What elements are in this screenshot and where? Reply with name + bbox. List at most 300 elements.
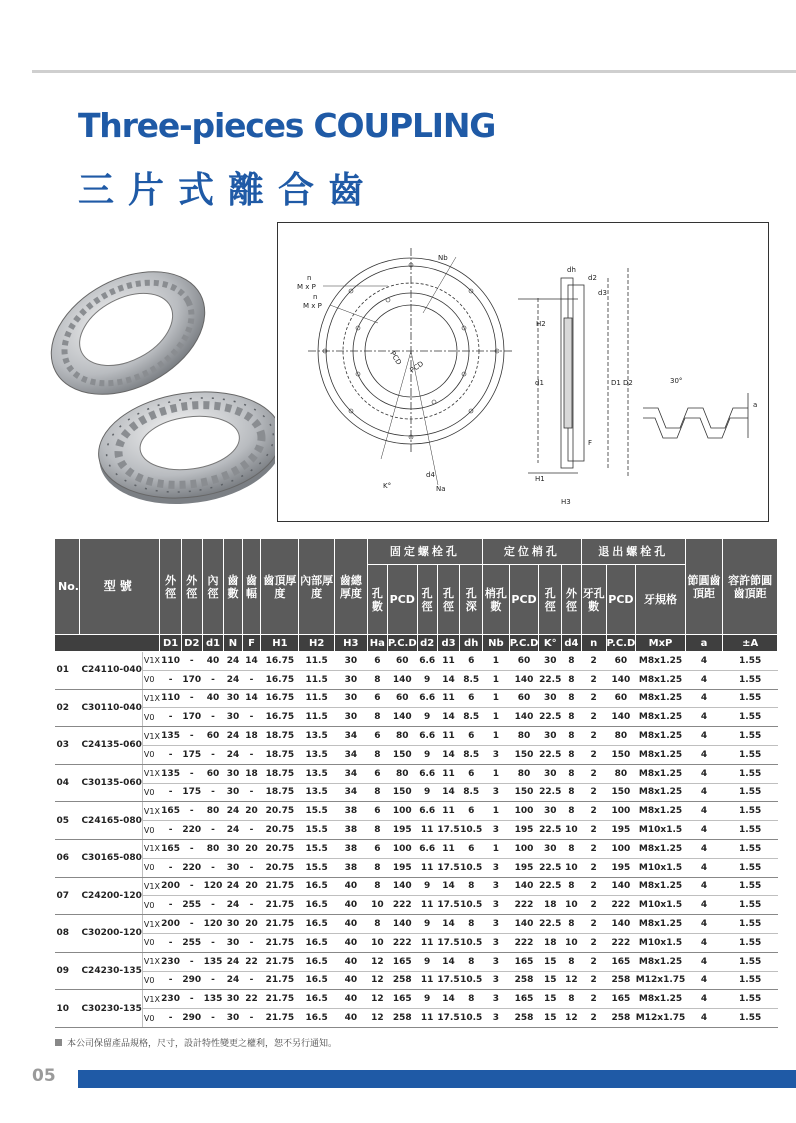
- spec-cell: 13.5: [299, 727, 334, 746]
- row-number: 07: [55, 877, 80, 915]
- spec-cell: 40: [334, 990, 367, 1009]
- variant-type: V1X: [142, 990, 160, 1009]
- spec-cell: 4: [685, 1009, 723, 1028]
- spec-cell: 8: [367, 670, 387, 689]
- spec-cell: 4: [685, 877, 723, 896]
- spec-cell: 3: [483, 990, 510, 1009]
- symbol-cell: d4: [562, 635, 582, 652]
- spec-cell: 15: [539, 971, 562, 990]
- spec-cell: 258: [509, 1009, 539, 1028]
- table-row: [55, 915, 778, 934]
- spec-cell: 1: [483, 802, 510, 821]
- spec-cell: 4: [685, 689, 723, 708]
- label-f: F: [588, 439, 593, 447]
- top-divider: [32, 70, 796, 73]
- col-no-header: No.: [55, 539, 80, 635]
- spec-cell: 8: [367, 783, 387, 802]
- spec-cell: 1.55: [723, 783, 778, 802]
- table-row: [55, 877, 778, 896]
- spec-cell: 4: [685, 971, 723, 990]
- spec-cell: 2: [581, 727, 606, 746]
- spec-cell: 3: [483, 783, 510, 802]
- spec-cell: 16.5: [299, 971, 334, 990]
- spec-cell: 100: [509, 839, 539, 858]
- spec-cell: -: [160, 783, 181, 802]
- spec-cell: 1.55: [723, 821, 778, 840]
- spec-cell: 21.75: [261, 933, 299, 952]
- spec-cell: 4: [685, 727, 723, 746]
- spec-cell: 8.5: [460, 745, 483, 764]
- spec-cell: 2: [581, 952, 606, 971]
- symbol-cell: d2: [417, 635, 437, 652]
- spec-cell: 18: [539, 933, 562, 952]
- spec-cell: 14: [437, 745, 460, 764]
- spec-cell: 2: [581, 670, 606, 689]
- spec-cell: 21.75: [261, 1009, 299, 1028]
- spec-cell: 60: [509, 689, 539, 708]
- symbol-cell: H1: [261, 635, 299, 652]
- spec-cell: 6: [460, 839, 483, 858]
- spec-cell: 17.5: [437, 971, 460, 990]
- spec-cell: 11: [437, 839, 460, 858]
- spec-cell: 140: [606, 877, 636, 896]
- spec-cell: 8: [367, 877, 387, 896]
- spec-cell: 140: [387, 877, 417, 896]
- spec-cell: -: [202, 896, 223, 915]
- symbol-cell: P.C.D: [606, 635, 636, 652]
- spec-cell: 6: [460, 689, 483, 708]
- spec-cell: 14: [437, 915, 460, 934]
- spec-cell: 230: [160, 952, 181, 971]
- spec-cell: 12: [367, 990, 387, 1009]
- spec-cell: 3: [483, 745, 510, 764]
- row-number: 03: [55, 727, 80, 765]
- spec-cell: 30: [539, 652, 562, 671]
- spec-cell: -: [242, 971, 261, 990]
- row-number: 05: [55, 802, 80, 840]
- spec-cell: 10.5: [460, 933, 483, 952]
- spec-cell: 4: [685, 783, 723, 802]
- spec-cell: 30: [224, 933, 243, 952]
- spec-cell: 6.6: [417, 839, 437, 858]
- spec-cell: 12: [367, 952, 387, 971]
- spec-cell: 290: [181, 971, 202, 990]
- spec-cell: 1.55: [723, 877, 778, 896]
- spec-cell: 30: [224, 764, 243, 783]
- spec-cell: 10: [367, 896, 387, 915]
- spec-cell: 18.75: [261, 764, 299, 783]
- spec-cell: 222: [387, 933, 417, 952]
- spec-cell: 140: [606, 915, 636, 934]
- spec-cell: -: [202, 858, 223, 877]
- spec-cell: 1: [483, 652, 510, 671]
- spec-cell: -: [242, 858, 261, 877]
- spec-cell: 11: [417, 971, 437, 990]
- spec-cell: M8x1.25: [636, 990, 686, 1009]
- spec-cell: -: [160, 1009, 181, 1028]
- spec-cell: 18: [242, 764, 261, 783]
- spec-cell: 30: [224, 1009, 243, 1028]
- table-row: [55, 783, 778, 802]
- spec-cell: 4: [685, 764, 723, 783]
- spec-cell: 4: [685, 821, 723, 840]
- spec-cell: 6: [367, 727, 387, 746]
- spec-cell: -: [202, 1009, 223, 1028]
- spec-cell: 13.5: [299, 783, 334, 802]
- spec-cell: 100: [387, 839, 417, 858]
- spec-cell: 11: [437, 764, 460, 783]
- spec-cell: 4: [685, 652, 723, 671]
- spec-cell: 60: [202, 764, 223, 783]
- spec-cell: -: [160, 745, 181, 764]
- spec-cell: 1.55: [723, 839, 778, 858]
- spec-cell: 40: [334, 915, 367, 934]
- spec-cell: M8x1.25: [636, 670, 686, 689]
- spec-cell: 24: [224, 896, 243, 915]
- symbol-cell: d3: [437, 635, 460, 652]
- spec-cell: 3: [483, 858, 510, 877]
- footnote: [55, 1036, 337, 1049]
- spec-cell: 1.55: [723, 933, 778, 952]
- spec-cell: 6: [367, 802, 387, 821]
- spec-cell: 11.5: [299, 670, 334, 689]
- spec-cell: 10: [562, 821, 582, 840]
- spec-cell: 30: [334, 652, 367, 671]
- spec-cell: 3: [483, 821, 510, 840]
- spec-cell: -: [202, 821, 223, 840]
- spec-cell: 1.55: [723, 896, 778, 915]
- spec-cell: -: [202, 670, 223, 689]
- label-nb: Nb: [438, 254, 448, 262]
- spec-cell: 16.5: [299, 915, 334, 934]
- symbol-cell: Ha: [367, 635, 387, 652]
- spec-cell: -: [160, 670, 181, 689]
- spec-cell: M8x1.25: [636, 689, 686, 708]
- col-header-H2: 內部厚度: [299, 539, 334, 635]
- spec-cell: 1.55: [723, 1009, 778, 1028]
- table-row: [55, 764, 778, 783]
- spec-cell: 2: [581, 802, 606, 821]
- spec-cell: 195: [509, 821, 539, 840]
- footer-bar: [78, 1070, 796, 1088]
- spec-cell: 4: [685, 896, 723, 915]
- spec-cell: 8: [367, 915, 387, 934]
- spec-cell: 110: [160, 652, 181, 671]
- spec-cell: 258: [606, 1009, 636, 1028]
- spec-cell: 16.75: [261, 689, 299, 708]
- col-header-Nb: 梢孔數: [483, 565, 510, 635]
- spec-cell: 2: [581, 1009, 606, 1028]
- spec-cell: 20.75: [261, 858, 299, 877]
- row-number: 09: [55, 952, 80, 990]
- variant-type: V1X: [142, 727, 160, 746]
- spec-cell: 135: [202, 952, 223, 971]
- label-h3: H3: [561, 498, 571, 506]
- label-d3: d3: [598, 289, 607, 297]
- model-number: C30165-080: [79, 839, 142, 877]
- spec-cell: 40: [334, 952, 367, 971]
- spec-cell: 220: [181, 858, 202, 877]
- spec-cell: 100: [606, 839, 636, 858]
- spec-cell: 135: [202, 990, 223, 1009]
- footnote-text: 本公司保留產品規格，尺寸，設計特性變更之權利，恕不另行通知。: [67, 1039, 338, 1049]
- spec-cell: 1.55: [723, 689, 778, 708]
- spec-cell: 20: [242, 839, 261, 858]
- spec-cell: -: [160, 971, 181, 990]
- spec-cell: 6: [460, 727, 483, 746]
- group-locating-pin: 定位梢孔: [483, 539, 582, 565]
- spec-cell: 4: [685, 990, 723, 1009]
- spec-cell: -: [202, 971, 223, 990]
- variant-type: V1X: [142, 839, 160, 858]
- symbol-cell: dh: [460, 635, 483, 652]
- spec-cell: 30: [224, 915, 243, 934]
- spec-cell: 60: [606, 652, 636, 671]
- table-row: [55, 652, 778, 671]
- spec-cell: 3: [483, 1009, 510, 1028]
- spec-cell: 8: [367, 821, 387, 840]
- spec-cell: -: [202, 708, 223, 727]
- spec-cell: 80: [387, 727, 417, 746]
- symbol-cell: ±A: [723, 635, 778, 652]
- symbol-cell: a: [685, 635, 723, 652]
- spec-cell: -: [242, 933, 261, 952]
- spec-cell: 8: [562, 952, 582, 971]
- spec-cell: 195: [606, 858, 636, 877]
- header-row-group: [55, 539, 778, 565]
- bullet-square-icon: [55, 1039, 62, 1046]
- spec-cell: 22.5: [539, 670, 562, 689]
- spec-cell: 38: [334, 821, 367, 840]
- group-fixed-bolt: 固定螺栓孔: [367, 539, 482, 565]
- spec-cell: 11.5: [299, 689, 334, 708]
- spec-cell: 140: [509, 670, 539, 689]
- spec-cell: 40: [334, 1009, 367, 1028]
- spec-cell: 1: [483, 708, 510, 727]
- spec-cell: 16.5: [299, 877, 334, 896]
- symbol-cell: D2: [181, 635, 202, 652]
- spec-cell: 6: [460, 652, 483, 671]
- spec-cell: 18.75: [261, 745, 299, 764]
- symbol-cell: d1: [202, 635, 223, 652]
- model-number: C24230-135: [79, 952, 142, 990]
- spec-cell: 2: [581, 839, 606, 858]
- spec-cell: M10x1.5: [636, 858, 686, 877]
- spec-cell: 60: [387, 689, 417, 708]
- spec-cell: 18: [539, 896, 562, 915]
- row-number: 06: [55, 839, 80, 877]
- spec-cell: 2: [581, 915, 606, 934]
- header-row-symbols: [55, 635, 778, 652]
- spec-cell: 258: [387, 971, 417, 990]
- variant-type: V1X: [142, 802, 160, 821]
- spec-cell: 20.75: [261, 802, 299, 821]
- spec-cell: M8x1.25: [636, 652, 686, 671]
- spec-cell: 6: [460, 764, 483, 783]
- spec-cell: -: [242, 783, 261, 802]
- spec-cell: 3: [483, 915, 510, 934]
- table-row: [55, 971, 778, 990]
- spec-cell: 200: [160, 915, 181, 934]
- spec-cell: 60: [387, 652, 417, 671]
- col-header-eject-pcd: PCD: [606, 565, 636, 635]
- spec-cell: 140: [509, 877, 539, 896]
- spec-cell: 222: [509, 933, 539, 952]
- spec-cell: 9: [417, 670, 437, 689]
- spec-cell: 1: [483, 689, 510, 708]
- spec-cell: 230: [160, 990, 181, 1009]
- spec-cell: 17.5: [437, 1009, 460, 1028]
- spec-cell: 1.55: [723, 670, 778, 689]
- spec-cell: 11: [437, 802, 460, 821]
- label-d4: d4: [426, 471, 435, 479]
- spec-cell: 165: [160, 802, 181, 821]
- spec-cell: 20.75: [261, 839, 299, 858]
- spec-cell: 4: [685, 839, 723, 858]
- spec-cell: 1: [483, 670, 510, 689]
- variant-type: V1X: [142, 952, 160, 971]
- table-row: [55, 689, 778, 708]
- spec-cell: 10.5: [460, 858, 483, 877]
- col-header-dh: 孔深: [460, 565, 483, 635]
- spec-cell: 8.5: [460, 783, 483, 802]
- spec-cell: 30: [224, 783, 243, 802]
- spec-cell: 8: [460, 915, 483, 934]
- label-mxp-2: M x P: [303, 302, 322, 310]
- spec-cell: 4: [685, 802, 723, 821]
- spec-cell: -: [181, 727, 202, 746]
- spec-cell: 20: [242, 802, 261, 821]
- variant-type: V0: [142, 896, 160, 915]
- spec-cell: 200: [160, 877, 181, 896]
- spec-cell: 30: [334, 689, 367, 708]
- spec-cell: 4: [685, 933, 723, 952]
- spec-cell: M8x1.25: [636, 745, 686, 764]
- spec-cell: 1: [483, 764, 510, 783]
- table-row: [55, 990, 778, 1009]
- table-row: [55, 933, 778, 952]
- spec-cell: 1.55: [723, 652, 778, 671]
- spec-cell: M8x1.25: [636, 952, 686, 971]
- spec-cell: 8: [460, 952, 483, 971]
- symbol-cell: n: [581, 635, 606, 652]
- spec-cell: 8: [562, 802, 582, 821]
- spec-cell: 120: [202, 915, 223, 934]
- label-D2: D2: [623, 379, 633, 387]
- spec-cell: 11: [417, 858, 437, 877]
- label-mxp-1: M x P: [297, 283, 316, 291]
- spec-cell: 6.6: [417, 727, 437, 746]
- spec-cell: 30: [539, 839, 562, 858]
- spec-cell: 22.5: [539, 877, 562, 896]
- row-number: 10: [55, 990, 80, 1028]
- label-pcd-1: PCD: [388, 349, 403, 367]
- spec-cell: 24: [224, 727, 243, 746]
- spec-cell: 14: [437, 990, 460, 1009]
- spec-cell: 80: [509, 727, 539, 746]
- spec-cell: -: [242, 896, 261, 915]
- spec-cell: 170: [181, 708, 202, 727]
- spec-table-body: [55, 652, 778, 1028]
- spec-cell: 8: [562, 727, 582, 746]
- spec-cell: 11: [437, 727, 460, 746]
- spec-cell: 15: [539, 952, 562, 971]
- spec-cell: 80: [387, 764, 417, 783]
- col-header-F: 齒幅: [242, 539, 261, 635]
- spec-cell: 1.55: [723, 745, 778, 764]
- page-title-english: Three-pieces COUPLING: [78, 106, 496, 145]
- spec-cell: 21.75: [261, 896, 299, 915]
- variant-type: V0: [142, 1009, 160, 1028]
- spec-cell: 22: [242, 952, 261, 971]
- row-number: 02: [55, 689, 80, 727]
- spec-cell: 2: [581, 783, 606, 802]
- spec-cell: 222: [606, 896, 636, 915]
- spec-cell: 2: [581, 745, 606, 764]
- spec-cell: 18.75: [261, 727, 299, 746]
- spec-cell: 9: [417, 952, 437, 971]
- symbol-cell: P.C.D: [387, 635, 417, 652]
- spec-cell: 30: [539, 764, 562, 783]
- spec-cell: 9: [417, 990, 437, 1009]
- col-header-H3: 齒總厚度: [334, 539, 367, 635]
- spec-cell: 150: [387, 745, 417, 764]
- spec-cell: 10.5: [460, 971, 483, 990]
- spec-cell: 11: [417, 821, 437, 840]
- table-row: [55, 858, 778, 877]
- spec-cell: 8: [562, 839, 582, 858]
- spec-cell: 8: [562, 915, 582, 934]
- spec-cell: -: [160, 821, 181, 840]
- spec-cell: 222: [509, 896, 539, 915]
- spec-cell: 80: [606, 727, 636, 746]
- variant-type: V0: [142, 933, 160, 952]
- spec-cell: 222: [387, 896, 417, 915]
- spec-cell: 165: [387, 990, 417, 1009]
- spec-cell: 6.6: [417, 689, 437, 708]
- variant-type: V0: [142, 745, 160, 764]
- spec-cell: 12: [367, 1009, 387, 1028]
- spec-cell: 11: [417, 933, 437, 952]
- page-number: 05: [32, 1066, 56, 1086]
- technical-drawing: [277, 222, 769, 522]
- spec-cell: -: [202, 745, 223, 764]
- spec-cell: -: [181, 652, 202, 671]
- model-number: C24110-040: [79, 652, 142, 690]
- spec-cell: 21.75: [261, 990, 299, 1009]
- spec-cell: 6.6: [417, 764, 437, 783]
- symbol-cell: Nb: [483, 635, 510, 652]
- spec-cell: 1.55: [723, 764, 778, 783]
- spec-cell: 12: [562, 1009, 582, 1028]
- spec-cell: 1.55: [723, 727, 778, 746]
- spec-cell: 150: [606, 745, 636, 764]
- model-number: C30230-135: [79, 990, 142, 1028]
- spec-cell: 40: [334, 933, 367, 952]
- col-header-H1: 齒頂厚度: [261, 539, 299, 635]
- spec-cell: -: [160, 858, 181, 877]
- spec-cell: 140: [387, 708, 417, 727]
- spec-cell: 6.6: [417, 652, 437, 671]
- spec-cell: 11: [437, 689, 460, 708]
- label-d1-inner: d1: [535, 379, 544, 387]
- spec-cell: 2: [581, 708, 606, 727]
- spec-cell: 8: [562, 708, 582, 727]
- spec-cell: 165: [606, 990, 636, 1009]
- spec-cell: 18: [242, 727, 261, 746]
- spec-cell: 12: [367, 971, 387, 990]
- spec-cell: 10: [562, 858, 582, 877]
